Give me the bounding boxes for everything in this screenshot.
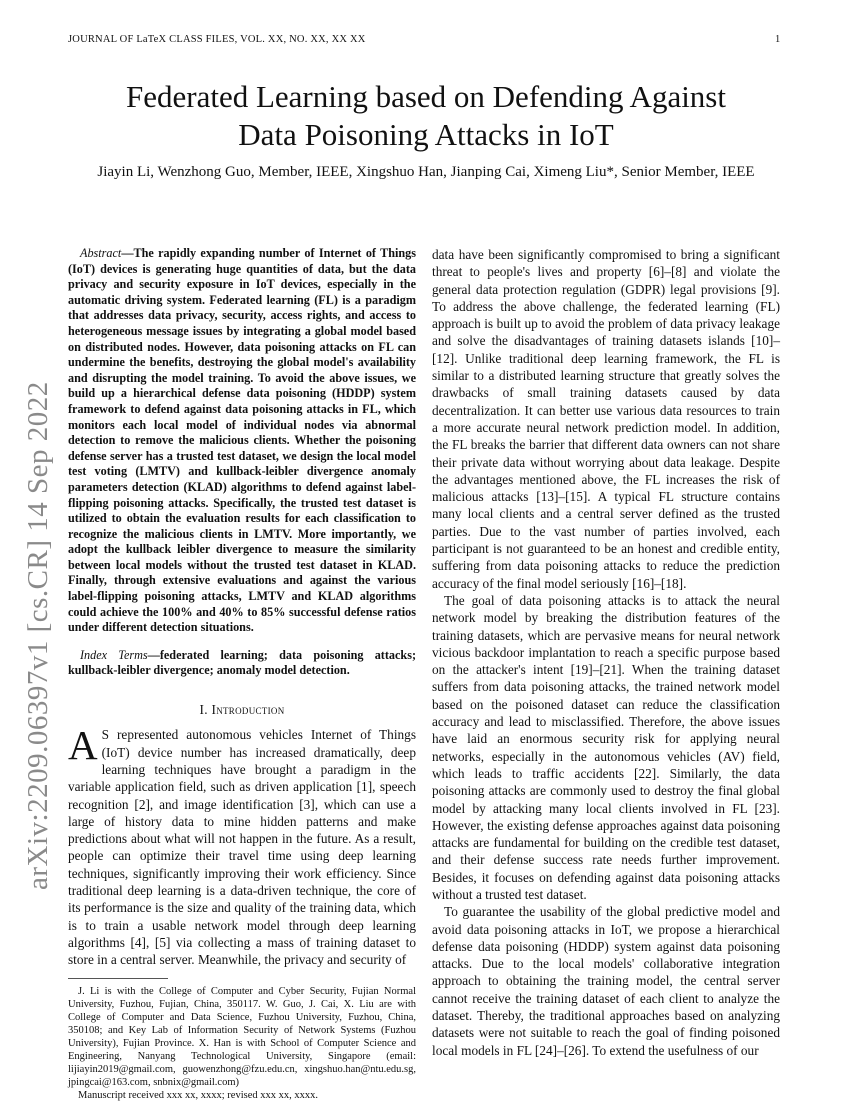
intro-paragraph-1 [68,722,416,968]
author-list: Jiayin Li, Wenzhong Guo, Member, IEEE, Xingshuo Han, Jianping Cai, Ximeng Liu*, Senior Member, IEEE [97,164,755,180]
abstract-text: —The rapidly expanding number of Internet of Things (IoT) devices is generating huge quantities of data, but the data privacy and security exposure in IoT devices, especially in the automatic driving system. Federated learning (FL) is a paradigm that addresses data privacy, security, access rights, and access to heterogeneous message issues by integrating a global model based on distributed nodes. However, data poisoning attacks on FL can undermine the benefits, destroying the global model's availability and disrupting the model training. To avoid the above issues, we build up a hierarchical defense data poisoning (HDDP) system framework to defend against data poisoning attacks in FL, which monitors each local model of individual nodes via abnormal detection to remove the malicious clients. Whether the poisoning defense server has a trusted test dataset, we design the local model test voting (LMTV) and kullback-leibler divergence anomaly parameters detection (KLAD) algorithms to defend against label-flipping poisoning attacks. Specifically, the trusted test dataset is utilized to obtain the evaluation results for each classification to recognize the malicious clients in LMTV. More importantly, we adopt the kullback leibler divergence to measure the similarity between local models without the trusted test dataset in KLAD. Finally, through extensive evaluations and against the various label-flipping poisoning attacks, LMTV and KLAD algorithms could achieve the 100% and 40% to 85% successful defense ratios under different detection situations. [68,246,416,635]
index-terms-label: Index Terms [80,647,148,662]
intro-paragraph-3: To guarantee the usability of the global predictive model and avoid data poisoning attacks in IoT, we propose a hierarchical defense data poisoning (HDDP) system against data poisoning attacks. Due to the local models' collaborative integration approach to obtaining the training model, the central server cannot receive the training dataset of each client to analyze the dataset. Thereby, the traditional approaches based on analyzing datasets were not suitable to reach the goal of finding poisoned local models in FL [24]–[26]. To extend the usefulness of our [432,904,780,1058]
affiliation-footnote: J. Li is with the College of Computer and Cyber Security, Fujian Normal University, Fuzhou, Fujian, China, 350117. W. Guo, J. Cai, X. Liu are with College of Computer and Data Science, Fuzhou University, Fuzhou, China, 350108; and Key Lab of Information Security of Network Systems (Fuzhou University), Fujian Province. X. Han is with School of Computer Science and Engineering, Nanyang Technological University, Singapore (email: lijiayin2019@gmail.com, guowenzhong@fzu.edu.cn, xingshuo.han@ntu.edu.sg, jpingcai@163.com, snbnix@gmail.com) [68,986,416,1089]
intro-paragraph-1-text: S represented autonomous vehicles Internet of Things (IoT) device number has increased dramatically, deep learning techniques have brought a paradigm in the variable application field, such as driven application [1], speech recognition [2], and image identification [3], which can use a large of history data to mine hidden patterns and make predictions about what will not happen in the future. As a result, people can optimize their travel time using deep learning techniques, significantly improving their work efficiency. Since traditional deep learning is a data-driven technique, the core of its performance is the size and quality of the training data, which is to train a usable network model through deep learning algorithms [4], [5] via collecting a mass of training dataset to store in a central server. Meanwhile, the privacy and security of [68,727,416,968]
abstract [68,246,416,636]
paper-title [68,78,784,154]
manuscript-note: Manuscript received xxx xx, xxxx; revised xxx xx, xxxx. [78,1090,318,1102]
drop-cap: A [68,722,98,769]
right-column [432,246,780,1059]
running-head: JOURNAL OF LaTeX CLASS FILES, VOL. XX, NO. XX, XX XX [68,34,366,45]
title-line-2: Data Poisoning Attacks in IoT [238,117,614,152]
arxiv-identifier-stamp: arXiv:2209.06397v1 [cs.CR] 14 Sep 2022 [22,381,54,890]
section-number: I. [199,702,212,718]
index-terms [68,648,416,679]
section-title: Introduction [211,702,285,718]
index-terms-text: —federated learning; data poisoning attacks; kullback-leibler divergence; anomaly model detection. [68,647,417,678]
abstract-label: Abstract [80,246,122,260]
left-column [68,246,416,1102]
intro-paragraph-1-continued: data have been significantly compromised to bring a significant threat to people's lives and property [6]–[8] and violate the general data protection regulation (GDPR) legal provisions [9]. To address the above challenge, the federated learning (FL) approach is built up to avoid the problem of data privacy leakage and solve the disadvantages of training datasets islands [10]–[12]. Unlike traditional deep learning framework, the FL is similar to a distributed learning structure that greatly solves the drawbacks of small training datasets caused by data decentralization. It can better use various data resources to train a more accurate neural network prediction model. In addition, the FL breaks the barrier that different data owners can not share their private data without worrying about data leakage. Despite the advantages mentioned above, the FL increases the risk of malicious attacks [13]–[15]. A typical FL structure contains many local clients and a central server defined as the trusted parties. Due to the vast number of parties involved, each participant is not guaranteed to be an honest and credible entity, suffering from data poisoning attacks to reduce the prediction accuracy of the final model seriously [16]–[18]. [432,247,780,591]
intro-paragraph-2: The goal of data poisoning attacks is to attack the neural network model by breaking the distribution features of the training datasets, which are pervasive means for neural network vicious backdoor implantation to reach a specific purpose based on the attacker's intent [19]–[21]. When the training dataset suffers from data poisoning attacks, the trained network model based on the poisoned dataset can reduce the classification accuracy and lead to misclassified. Therefore, the above issues have laid an enormous security risk for applying neural networks, especially in the autonomous vehicles (AV) field, which leads to traffic accidents [22]. Similarly, the data poisoning attacks are commonly used to destroy the final global model by attacking many local clients involved in FL [23]. However, the existing defense approaches against data poisoning attacks are fundamental for building on the credible test dataset, and their defense success rate needs further improvement. Besides, it focuses on defending against data poisoning attacks without a trusted test dataset. [432,592,780,902]
page-number: 1 [775,34,781,45]
footnote-divider [68,978,168,979]
section-heading [68,701,416,718]
title-block [68,78,784,181]
title-line-1: Federated Learning based on Defending Against [125,79,726,114]
